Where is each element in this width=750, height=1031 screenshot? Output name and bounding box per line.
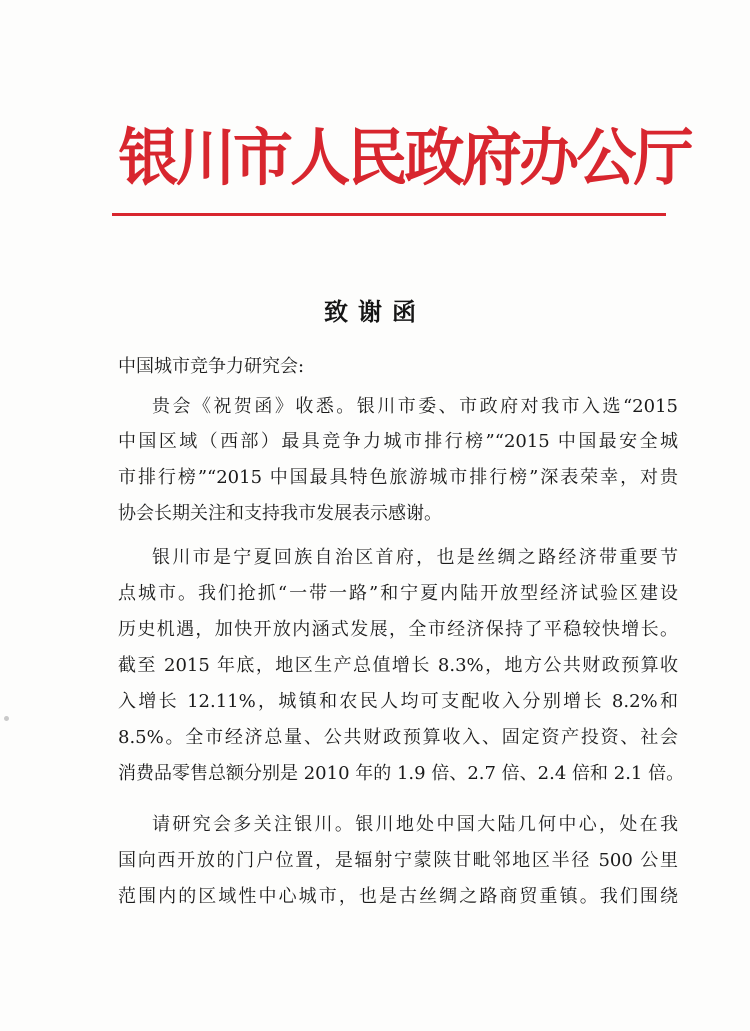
paragraph-1-line-2: 中国区域（西部）最具竞争力城市排行榜”“2015 中国最安全城 bbox=[118, 431, 678, 452]
paragraph-2-line-4: 截至 2015 年底，地区生产总值增长 8.3%，地方公共财政预算收 bbox=[118, 655, 678, 676]
paragraph-3-line-1: 请研究会多关注银川。银川地处中国大陆几何中心，处在我 bbox=[152, 814, 678, 835]
paragraph-2-line-6: 8.5%。全市经济总量、公共财政预算收入、固定资产投资、社会 bbox=[118, 727, 678, 748]
paragraph-1-line-1: 贵会《祝贺函》收悉。银川市委、市政府对我市入选“2015 bbox=[152, 396, 678, 417]
paragraph-2-line-1: 银川市是宁夏回族自治区首府，也是丝绸之路经济带重要节 bbox=[152, 547, 678, 568]
paragraph-1-line-4: 协会长期关注和支持我市发展表示感谢。 bbox=[118, 503, 442, 524]
paragraph-2-line-7: 消费品零售总额分别是 2010 年的 1.9 倍、2.7 倍、2.4 倍和 2.1 倍。 bbox=[118, 763, 685, 784]
letterhead-red-rule bbox=[112, 213, 666, 216]
paragraph-3-line-3: 范围内的区域性中心城市，也是古丝绸之路商贸重镇。我们围绕 bbox=[118, 886, 678, 907]
paragraph-2-line-2: 点城市。我们抢抓“一带一路”和宁夏内陆开放型经济试验区建设 bbox=[118, 583, 678, 604]
salutation: 中国城市竞争力研究会: bbox=[118, 356, 305, 377]
paragraph-3-line-2: 国向西开放的门户位置，是辐射宁蒙陕甘毗邻地区半径 500 公里 bbox=[118, 850, 678, 871]
scan-speck bbox=[4, 716, 9, 721]
letterhead-org-name: 银川市人民政府办公厅 bbox=[118, 121, 691, 194]
paragraph-2-line-5: 入增长 12.11%，城镇和农民人均可支配收入分别增长 8.2%和 bbox=[118, 691, 678, 712]
paragraph-1-line-3: 市排行榜”“2015 中国最具特色旅游城市排行榜”深表荣幸，对贵 bbox=[118, 467, 678, 488]
paragraph-2-line-3: 历史机遇，加快开放内涵式发展，全市经济保持了平稳较快增长。 bbox=[118, 619, 678, 640]
letter-title: 致谢函 bbox=[324, 297, 426, 326]
